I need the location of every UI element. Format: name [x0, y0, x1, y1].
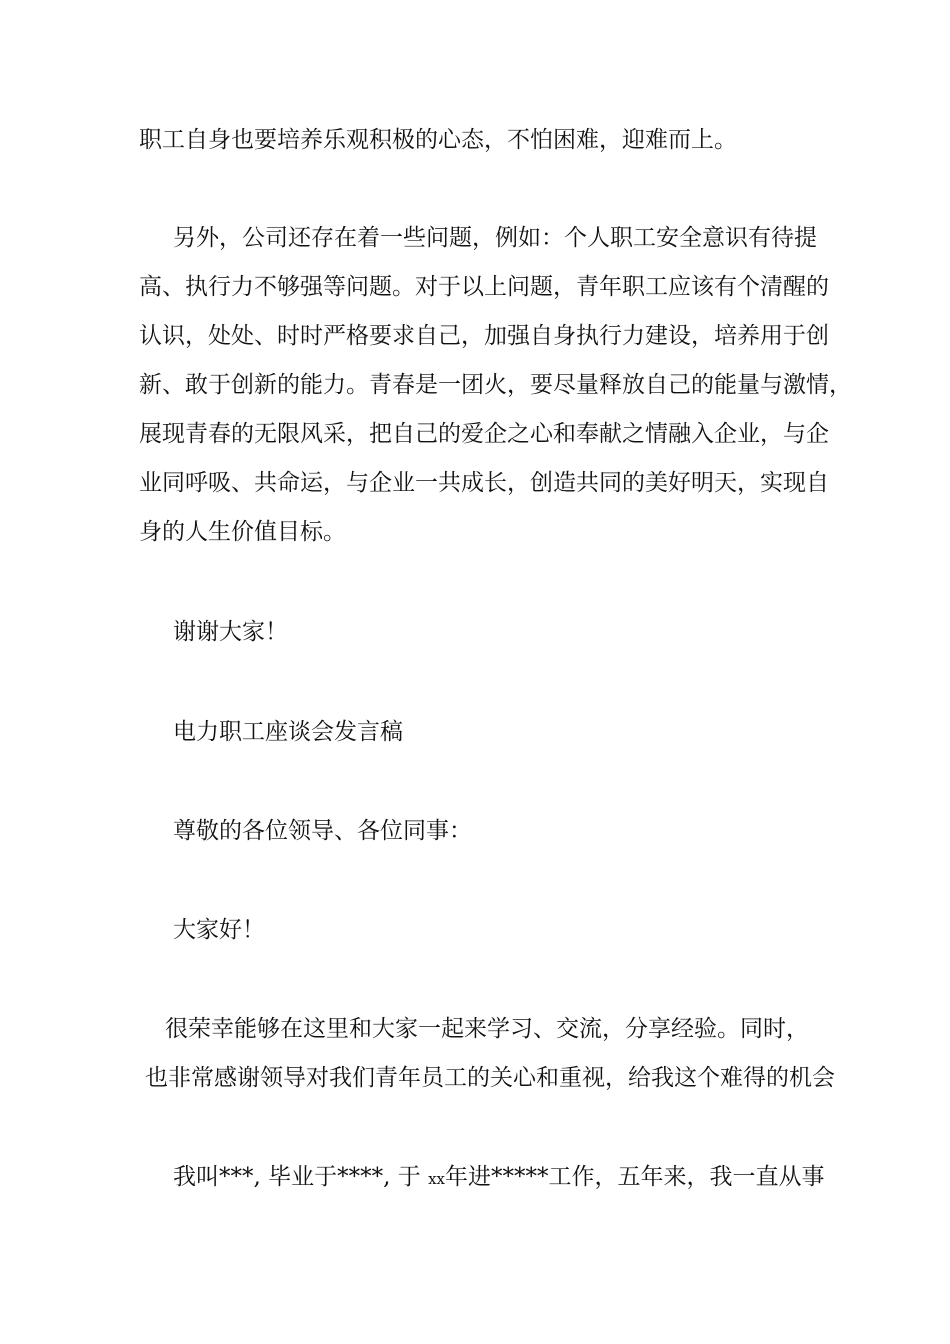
paragraph-line: 业同呼吸、共命运，与企业一共成长，创造共同的美好明天，实现自 — [139, 470, 829, 496]
text-segment-small: xx — [428, 1170, 445, 1188]
paragraph-line: 认识，处处、时时严格要求自己，加强自身执行力建设，培养用于创 — [139, 323, 829, 349]
text-segment: 我叫***, 毕业于****, 于 — [173, 1164, 429, 1190]
paragraph-line: 高、执行力不够强等问题。对于以上问题，青年职工应该有个清醒的 — [139, 274, 829, 300]
salutation-line: 尊敬的各位领导、各位同事： — [173, 818, 472, 844]
paragraph-line: 另外，公司还存在着一些问题，例如：个人职工安全意识有待提 — [173, 225, 817, 251]
paragraph-line — [173, 1153, 824, 1204]
paragraph-line: 身的人生价值目标。 — [139, 519, 346, 545]
paragraph-line: 也非常感谢领导对我们青年员工的关心和重视，给我这个难得的机会 — [145, 1065, 835, 1091]
paragraph-line: 展现青春的无限风采，把自己的爱企之心和奉献之情融入企业，与企 — [139, 421, 829, 447]
paragraph-line: 很荣幸能够在这里和大家一起来学习、交流，分享经验。同时， — [165, 1016, 809, 1042]
thanks-line: 谢谢大家！ — [173, 619, 288, 645]
document-title: 电力职工座谈会发言稿 — [173, 719, 403, 745]
greeting-line: 大家好！ — [173, 917, 265, 943]
paragraph-line: 新、敢于创新的能力。青春是一团火，要尽量释放自己的能量与激情， — [139, 372, 852, 398]
text-segment: 年进*****工作，五年来，我一直从事 — [444, 1164, 825, 1190]
paragraph-line: 职工自身也要培养乐观积极的心态，不怕困难，迎难而上。 — [139, 127, 737, 153]
